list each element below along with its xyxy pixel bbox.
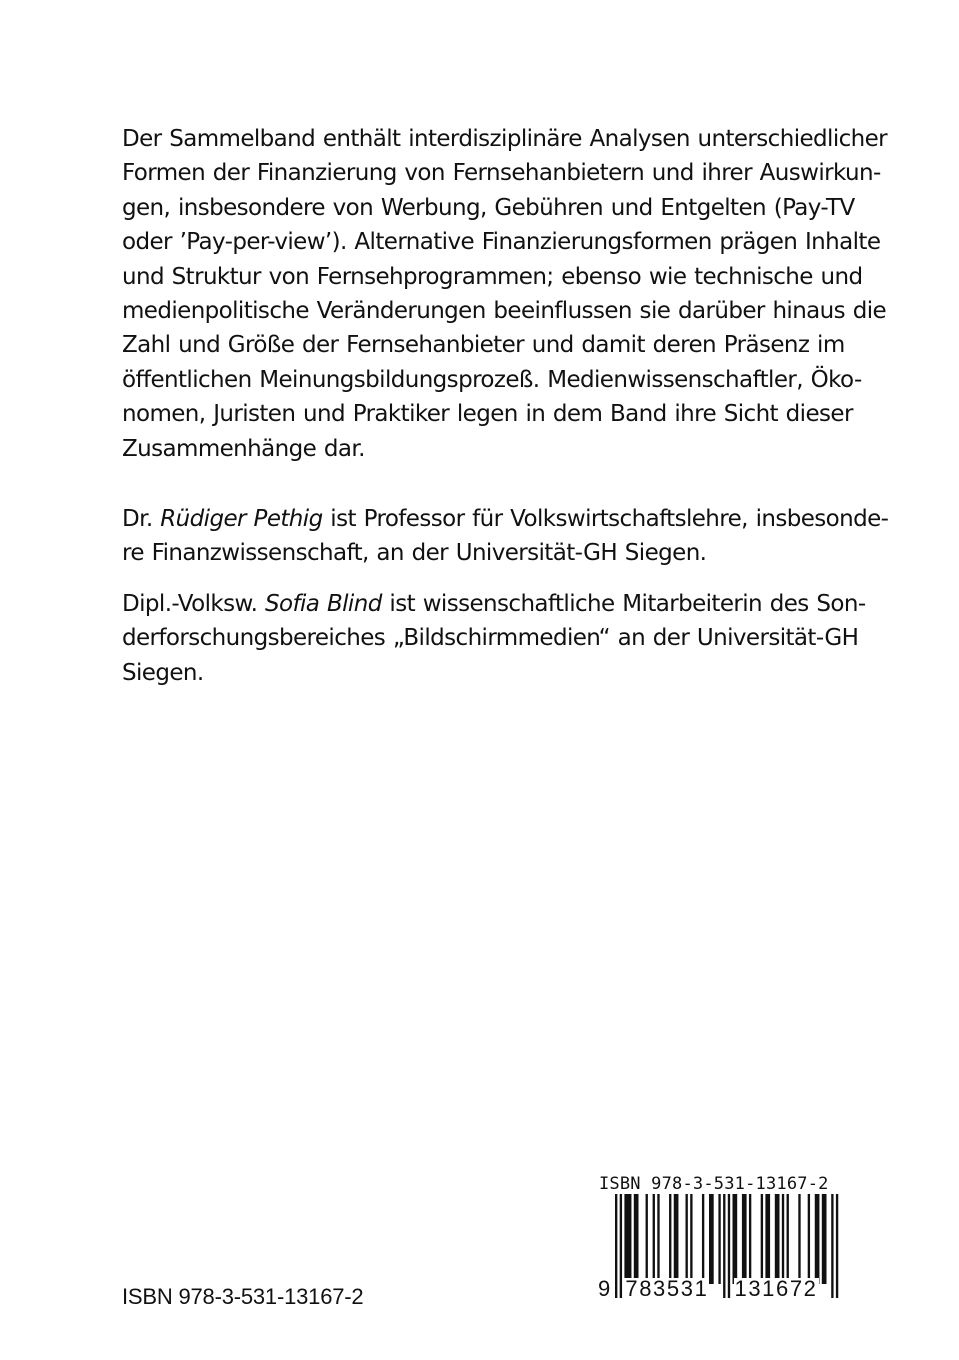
barcode-bar (674, 1194, 679, 1284)
barcode-bar (761, 1194, 763, 1284)
barcode-bar (733, 1194, 738, 1284)
author-name: Rüdiger Pethig (160, 506, 323, 532)
description-line: Formen der Finanzierung von Fernsehanbietern und ihrer Auswirkun- (122, 160, 881, 187)
author-bio-blind (122, 587, 866, 690)
barcode-bar (728, 1194, 730, 1298)
barcode-bar (709, 1194, 714, 1284)
barcode-bar (836, 1194, 838, 1298)
barcode-bar (831, 1194, 833, 1298)
barcode-bar (765, 1194, 770, 1284)
author-name: Sofia Blind (265, 591, 382, 617)
barcode-digit-prefix: 9 (598, 1276, 611, 1301)
author-bio-text: ist wissenschaftliche Mitarbeiterin des Son- (389, 591, 866, 617)
barcode-bar (815, 1194, 820, 1284)
barcode-bar (624, 1194, 631, 1284)
description-line: oder ’Pay-per-view’). Alternative Finanzierungsformen prägen Inhalte (122, 229, 881, 256)
barcode-bar (742, 1194, 747, 1284)
barcode-bar (723, 1194, 725, 1298)
barcode-bar (646, 1194, 648, 1284)
author-bio-pethig (122, 502, 889, 571)
barcode-bar (749, 1194, 751, 1284)
barcode-bar (782, 1194, 784, 1284)
barcode-bar (615, 1194, 617, 1298)
barcode-bar (686, 1194, 688, 1284)
barcode-bar (822, 1194, 827, 1284)
barcode-bar (775, 1194, 780, 1284)
author-bio-line: derforschungsbereiches „Bildschirmmedien“ an der Universität-GH (122, 625, 859, 652)
barcode-bar (634, 1194, 639, 1284)
description-line: Zusammenhänge dar. (122, 435, 365, 462)
author-bio-line (122, 587, 866, 621)
barcode-digits-left: 783531 (625, 1276, 709, 1301)
barcode-bar (798, 1194, 800, 1284)
barcode-digits-right: 131672 (734, 1276, 818, 1301)
barcode-bar (657, 1194, 659, 1284)
barcode-bar (702, 1194, 704, 1284)
description-line: und Struktur von Fernsehprogrammen; ebenso wie technische und (122, 263, 863, 290)
description-line: medienpolitische Veränderungen beeinflussen sie darüber hinaus die (122, 298, 887, 325)
description-line: nomen, Juristen und Praktiker legen in dem Band ihre Sicht dieser (122, 401, 853, 428)
description-line: gen, insbesondere von Werbung, Gebühren und Entgelten (Pay-TV (122, 194, 855, 221)
description-paragraph (122, 122, 888, 466)
description-line: Zahl und Größe der Fernsehanbieter und damit deren Präsenz im (122, 332, 845, 359)
barcode-bar (653, 1194, 655, 1284)
description-line: öffentlichen Meinungsbildungsprozeß. Medienwissenschaftler, Öko- (122, 366, 862, 393)
isbn-barcode (597, 1174, 843, 1304)
author-bio-line (122, 502, 889, 536)
author-bio-text: ist Professor für Volkswirtschaftslehre, insbesonde- (330, 506, 889, 532)
barcode-bar (787, 1194, 789, 1284)
author-title: Dipl.-Volksw. (122, 591, 258, 617)
barcode-isbn-label: ISBN 978-3-531-13167-2 (599, 1174, 829, 1194)
barcode-bar (690, 1194, 692, 1284)
barcode-bar (669, 1194, 671, 1284)
author-title: Dr. (122, 506, 153, 532)
author-bio-line: re Finanzwissenschaft, an der Universität-GH Siegen. (122, 540, 707, 567)
barcode-bar (718, 1194, 720, 1284)
author-bio-line: Siegen. (122, 659, 204, 686)
barcode-bar (620, 1194, 622, 1298)
barcode-bar (808, 1194, 810, 1284)
description-line: Der Sammelband enthält interdisziplinäre Analysen unterschiedlicher (122, 126, 888, 152)
isbn-text: ISBN 978-3-531-13167-2 (122, 1284, 364, 1309)
